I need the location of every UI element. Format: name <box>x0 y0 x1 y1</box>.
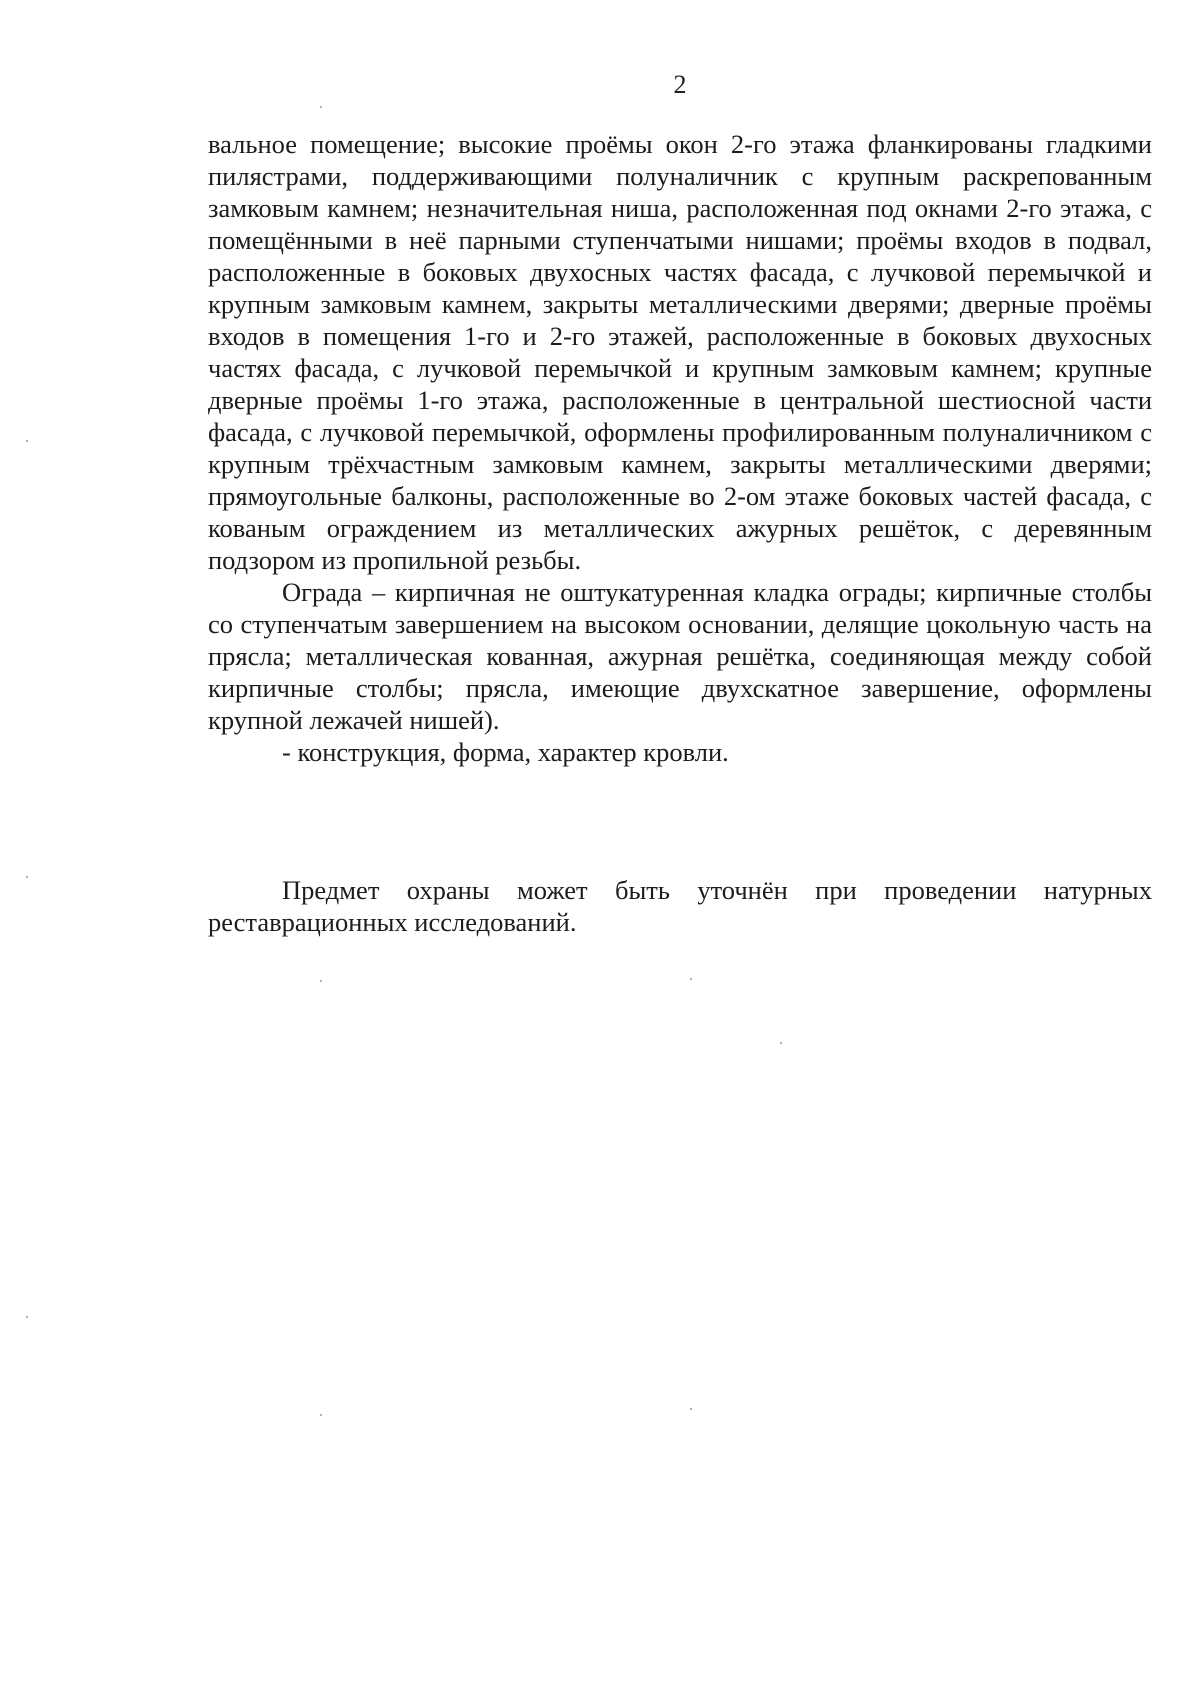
scan-speck <box>690 978 692 980</box>
scan-speck <box>26 1316 28 1318</box>
scan-speck <box>780 1042 782 1044</box>
scan-speck <box>26 876 28 878</box>
list-item-roof: - конструкция, форма, характер кровли. <box>282 737 729 767</box>
scan-speck <box>690 1408 692 1410</box>
paragraph-facade-continued: вальное помещение; высокие проёмы окон 2-го этажа фланкированы гладкими пилястрами, поддерживающими полуналичник с крупным раскрепованным замковым камнем; незначительная ниша, расположенная под окнами 2-го этажа, с помещёнными в неё парными ступенчатыми нишами; проёмы входов в подвал, расположенные в боковых двухосных частях фасада, с лучковой перемычкой и крупным замковым камнем, закрыты металлическими дверями; дверные проёмы входов в помещения 1-го и 2-го этажей, расположенные в боковых двухосных частях фасада, с лучковой перемычкой и крупным замковым камнем; крупные дверные проёмы 1-го этажа, расположенные в центральной шестиосной части фасада, с лучковой перемычкой, оформлены профилированным полуналичником с крупным трёхчастным замковым камнем, закрыты металлическими дверями; прямоугольные балконы, расположенные во 2-ом этаже боковых частей фасада, с кованым ограждением из металлических ажурных решёток, с деревянным подзором из пропильной резьбы. <box>208 129 1152 575</box>
note-block <box>208 874 1152 938</box>
page-number: 2 <box>673 70 687 99</box>
scan-speck <box>320 980 322 982</box>
paragraph-fence: Ограда – кирпичная не оштукатуренная кладка ограды; кирпичные столбы со ступенчатым завершением на высоком основании, делящие цокольную часть на прясла; металлическая кованная, ажурная решётка, соединяющая между собой кирпичные столбы; прясла, имеющие двухскатное завершение, оформлены крупной лежачей нишей). <box>208 577 1152 735</box>
protection-subject-text <box>208 128 1152 768</box>
note-paragraph: Предмет охраны может быть уточнён при проведении натурных реставрационных исследований. <box>208 875 1152 937</box>
scan-speck <box>320 106 322 108</box>
scan-speck <box>320 1414 322 1416</box>
scan-speck <box>26 440 28 442</box>
